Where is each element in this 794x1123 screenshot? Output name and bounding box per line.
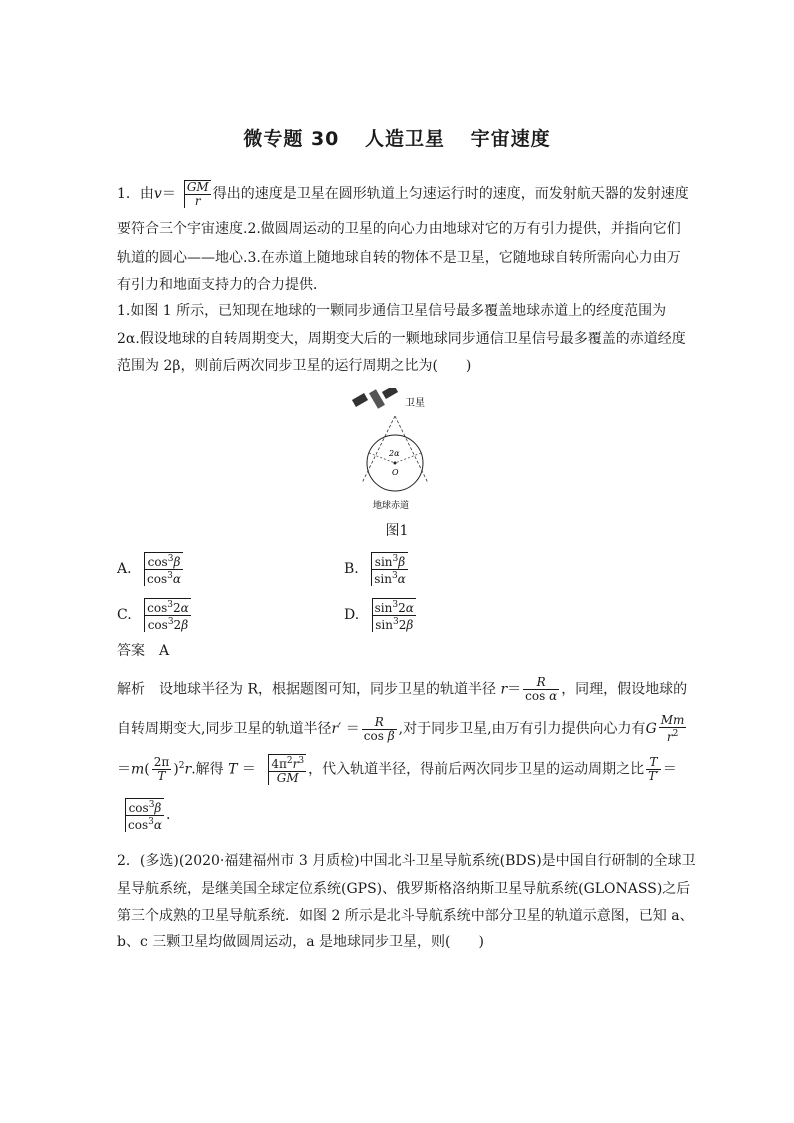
option-a: A. $\frac{\cos^3\beta}{\cos^3\alpha}$ (117, 552, 185, 586)
page-title (0, 124, 794, 151)
q1-line-2: 2α.假设地球的自转周期变大，周期变大后的一颗地球同步通信卫星信号最多覆盖的赤道经度 (117, 331, 686, 347)
intro-line-2: 要符合三个宇宙速度.2.做圆周运动的卫星的向心力由地球对它的万有引力提供，并指向它们 (117, 221, 681, 237)
analysis-label: 解析 (117, 681, 145, 698)
intro-line-3: 轨道的圆心——地心.3.在赤道上随地球自转的物体不是卫星，它随地球自转所需向心力由万 (117, 250, 681, 266)
analysis-line-2: 自转周期变大,同步卫星的轨道半径r′ ＝ $\frac{R}{\text{cos β}}$ ,对于同步卫星,由万有引力提供向心力有G $\frac{Mm}{r^2}$ (117, 713, 685, 744)
title-part1: 人造卫星 (365, 128, 446, 150)
answer-value: A (159, 643, 170, 659)
q2-line-4: b、c 三颗卫星均做圆周运动，a 是地球同步卫星，则( ) (117, 934, 484, 950)
analysis-line-1: 解析 设地球半径为 R，根据题图可知，同步卫星的轨道半径 r＝ $\frac{R}{\text{cos α}}$ ，同理，假设地球的 (117, 675, 688, 703)
q2-line-3: 第三个成熟的卫星导航系统．如图 2 所示是北斗导航系统中部分卫星的轨道示意图，已知 a、 (117, 908, 694, 924)
figure-1-diagram (345, 388, 455, 538)
intro-line-1: 1．由v＝ $\frac{GM}{r}$ 得出的速度是卫星在圆形轨道上匀速运行时的速度，而发射航天器的发射速度 (117, 180, 689, 208)
figure-1-caption: 图1 (385, 523, 409, 539)
q1-line-1: 1.如图 1 所示，已知现在地球的一颗同步通信卫星信号最多覆盖地球赤道上的经度范围为 (117, 303, 667, 319)
angle-label: 2α (389, 449, 400, 458)
title-part2: 宇宙速度 (470, 128, 551, 150)
option-b: B. $\frac{\sin^3\beta}{\sin^3\alpha}$ (344, 552, 410, 586)
option-d: D. $\frac{\sin^32\alpha}{\sin^32\beta}$ (344, 598, 418, 632)
q1-line-3: 范围为 2β，则前后两次同步卫星的运行周期之比为( ) (117, 358, 472, 374)
analysis-line-3: ＝m( $\frac{2\pi}{T}$ )$^2$r.解得 T ＝ $\frac{4\pi^2r^3}{GM}$ ，代入轨道半径，得前后两次同步卫星的运动周期之比 $\frac{T}{T'}$ ＝ (117, 755, 677, 785)
center-label: O (392, 468, 399, 477)
option-c: C. $\frac{\cos^32\alpha}{\cos^32\beta}$ (117, 598, 193, 632)
q2-line-1: 2．(多选)(2020·福建福州市 3 月质检)中国北斗卫星导航系统(BDS)是中国自行研制的全球卫 (117, 853, 696, 869)
title-number: 30 (310, 128, 340, 150)
intro-line-4: 有引力和地面支持力的合力提供． (117, 277, 327, 293)
equator-label: 地球赤道 (373, 501, 410, 511)
analysis-line-4: $\frac{\cos^3\beta}{\cos^3\alpha}$ . (117, 798, 170, 832)
answer-label: 答案 (117, 643, 145, 659)
satellite-icon (352, 388, 398, 409)
answer-line (117, 642, 169, 660)
title-prefix: 微专题 (243, 128, 304, 150)
satellite-label: 卫星 (405, 398, 425, 409)
q2-line-2: 星导航系统，是继美国全球定位系统(GPS)、俄罗斯格洛纳斯卫星导航系统(GLONASS)之后 (117, 881, 691, 897)
